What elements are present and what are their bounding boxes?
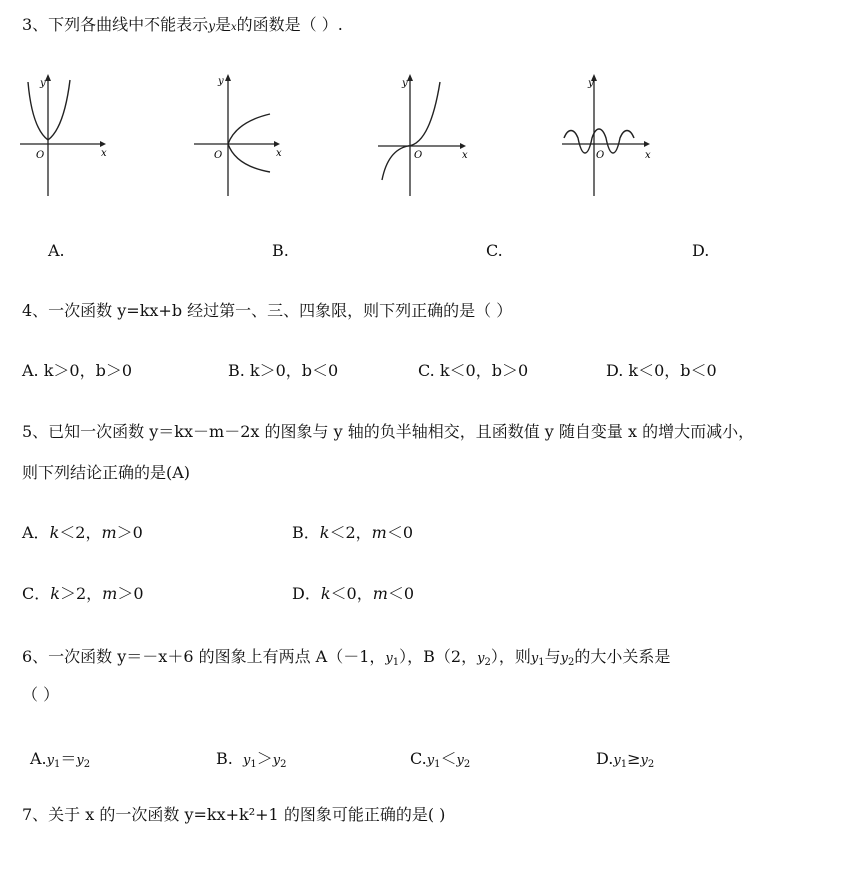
q6-option-b[interactable]: B. $y_1>y_2$ — [216, 749, 287, 770]
q5-stem-line2: 则下列结论正确的是(A) — [22, 463, 191, 482]
q4-option-a[interactable]: A. k＞0，b＞0 — [22, 361, 133, 380]
axis-y-label: y — [402, 78, 408, 89]
axis-x-label: x — [276, 148, 282, 159]
axis-x-label: x — [645, 150, 651, 161]
q5-option-d[interactable]: D．k＜0，m＜0 — [292, 584, 415, 603]
graph-b — [190, 72, 290, 198]
origin-label: O — [596, 150, 605, 161]
q4-option-b[interactable]: B. k＞0，b＜0 — [228, 361, 339, 380]
q3-option-c[interactable]: C. — [486, 241, 503, 260]
q6-option-a[interactable]: $A.y_1=y_2$ — [30, 749, 91, 770]
q3-stem: 3、下列各曲线中不能表示y是x的函数是（ ）. — [22, 15, 343, 34]
graph-d — [558, 72, 658, 198]
axis-y-label: y — [588, 78, 594, 89]
q5-stem-line1: 5、已知一次函数 y＝kx－m－2x 的图象与 y 轴的负半轴相交，且函数值 y 随自变量 x 的增大而减小， — [22, 422, 755, 441]
q6-stem: 6、一次函数 y＝－x＋6 的图象上有两点 A（－1，$y_1$），B（2，$y_2$），则$y_1$与$y_2$的大小关系是 — [22, 647, 671, 668]
graph-c — [374, 72, 474, 198]
q5-option-a[interactable]: A．k＜2，m＞0 — [22, 523, 143, 542]
q6-option-c[interactable]: $C.y_1<y_2$ — [410, 749, 471, 770]
axis-x-label: x — [462, 150, 468, 161]
axis-y-label: y — [218, 76, 224, 87]
q6-answer-paren: （ ） — [22, 685, 60, 704]
origin-label: O — [414, 150, 423, 161]
origin-label: O — [36, 150, 45, 161]
axis-x-label: x — [101, 148, 107, 159]
q4-option-c[interactable]: C. k＜0，b＞0 — [418, 361, 529, 380]
q5-option-c[interactable]: C．k＞2，m＞0 — [22, 584, 144, 603]
q6-option-d[interactable]: $D.y_1\ge y_2$ — [596, 749, 655, 770]
q4-stem: 4、一次函数 y=kx+b 经过第一、三、四象限，则下列正确的是（ ） — [22, 301, 513, 320]
origin-label: O — [214, 150, 223, 161]
q3-option-b[interactable]: B. — [272, 241, 289, 260]
q4-option-d[interactable]: D. k＜0，b＜0 — [606, 361, 717, 380]
q5-option-b[interactable]: B．k＜2，m＜0 — [292, 523, 414, 542]
graph-a — [18, 72, 114, 198]
axis-y-label: y — [40, 78, 46, 89]
q3-option-a[interactable]: A. — [48, 241, 65, 260]
q3-option-d[interactable]: D. — [692, 241, 710, 260]
q7-stem: 7、关于 x 的一次函数 y=kx+k²+1 的图象可能正确的是( ) — [22, 805, 446, 824]
